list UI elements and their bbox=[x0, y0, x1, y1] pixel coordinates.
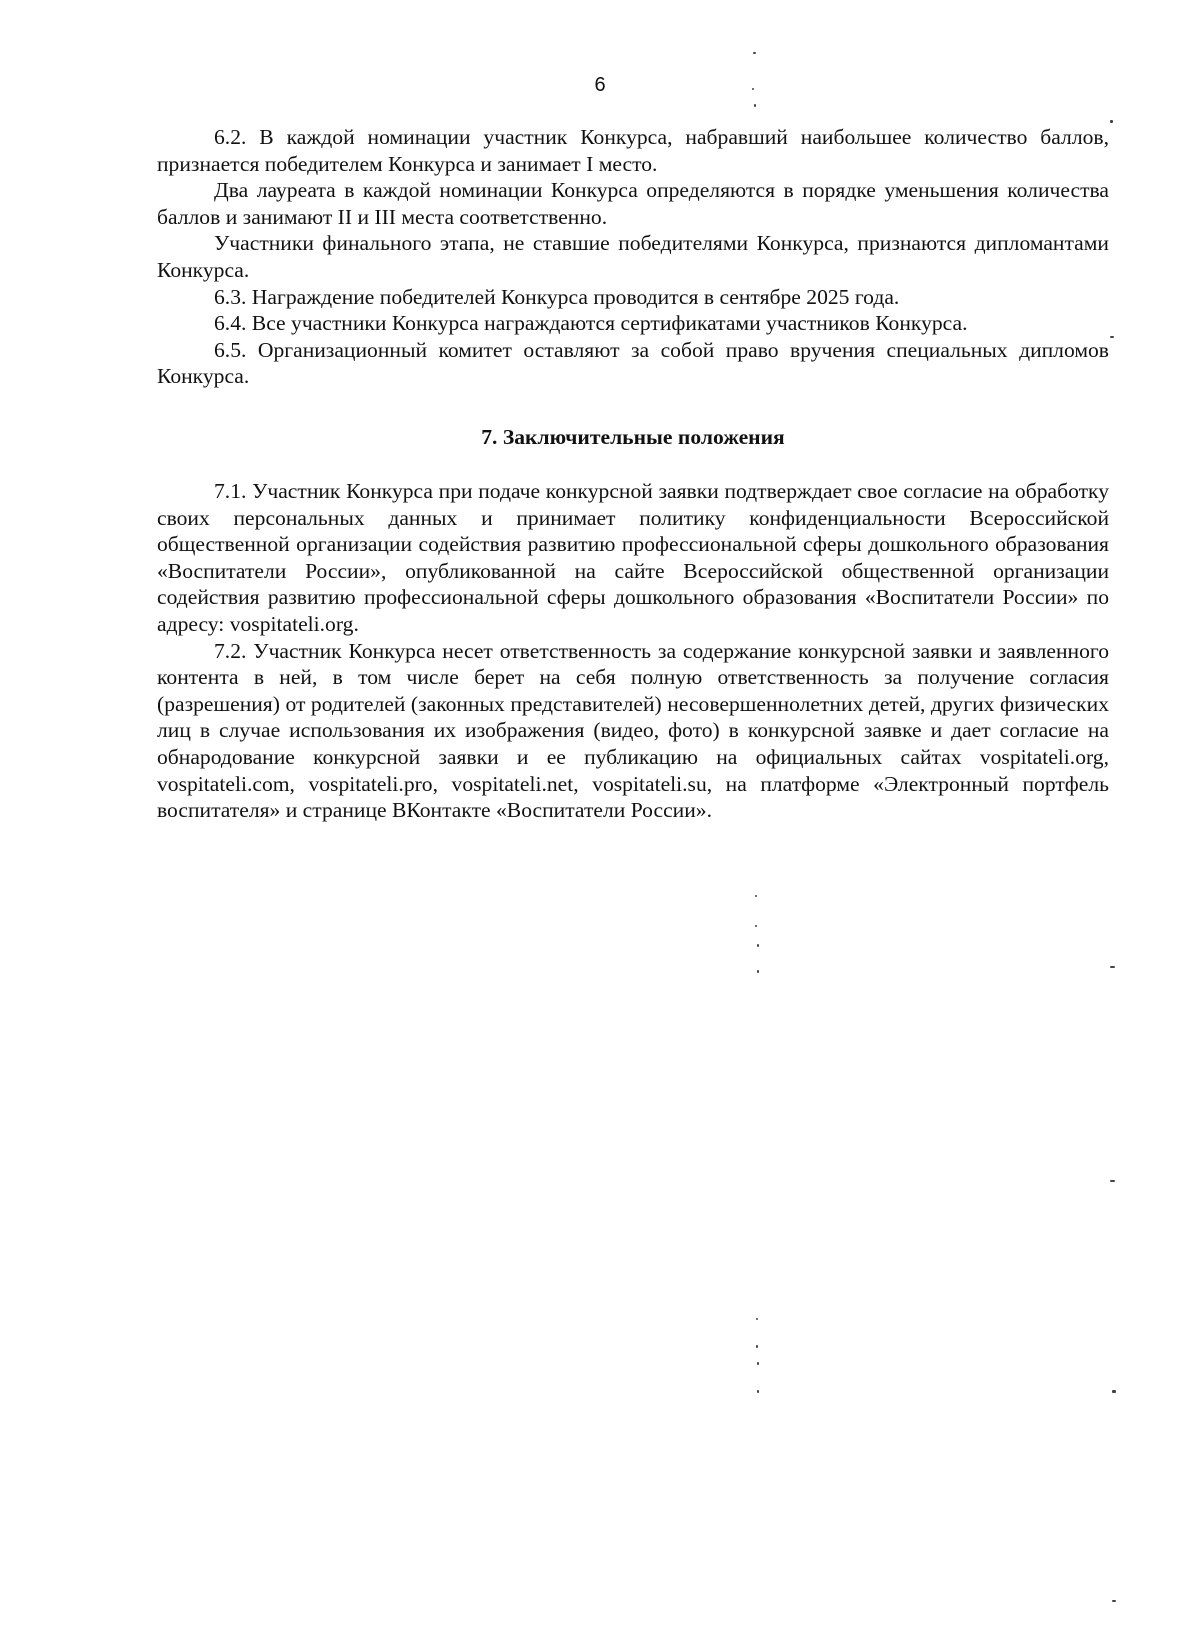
section-6-text bbox=[157, 124, 1109, 390]
scan-speck bbox=[754, 104, 756, 107]
scan-speck bbox=[1112, 1600, 1116, 1602]
paragraph-6-3: 6.3. Награждение победителей Конкурса проводится в сентябре 2025 года. bbox=[214, 284, 900, 309]
scan-speck bbox=[757, 970, 759, 973]
scan-speck bbox=[752, 88, 754, 90]
scan-speck bbox=[755, 895, 757, 897]
section-7-heading: 7. Заключительные положения bbox=[481, 425, 785, 449]
paragraph-7-1: 7.1. Участник Конкурса при подаче конкурсной заявки подтверждает свое согласие на обработку своих персональных данных и принимает политику конфиденциальности Всероссийской общественной организации содействия развитию профессиональной сферы дошкольного образования «Воспитатели России», опубликованной на сайте Всероссийской общественной организации содействия развитию профессиональной сферы дошкольного образования «Воспитатели России» по адресу: vospitateli.org. bbox=[157, 479, 1109, 636]
paragraph-laureates: Два лауреата в каждой номинации Конкурса определяются в порядке уменьшения количества баллов и занимают II и III места соответственно. bbox=[157, 178, 1109, 229]
scan-speck bbox=[1110, 1180, 1115, 1182]
paragraph-6-4: 6.4. Все участники Конкурса награждаются сертификатами участников Конкурса. bbox=[214, 311, 968, 336]
scan-speck bbox=[757, 1390, 759, 1393]
paragraph-6-2: 6.2. В каждой номинации участник Конкурса, набравший наибольшее количество баллов, признается победителем Конкурса и занимает I место. bbox=[157, 125, 1109, 176]
paragraph-7-2: 7.2. Участник Конкурса несет ответственность за содержание конкурсной заявки и заявленного контента в ней, в том числе берет на себя полную ответственность за получение согласия (разрешения) от родителей (законных представителей) несовершеннолетних детей, других физических лиц в случае использования их изображения (видео, фото) в конкурсной заявке и дает согласие на обнародование конкурсной заявки и ее публикацию на официальных сайтах vospitateli.org, vospitateli.com, vospitateli.pro, vospitateli.net, vospitateli.su, на платформе «Электронный портфель воспитателя» и странице ВКонтакте «Воспитатели России». bbox=[157, 638, 1109, 823]
scan-speck bbox=[756, 1345, 758, 1348]
paragraph-diploma-holders: Участники финального этапа, не ставшие победителями Конкурса, признаются дипломантами Конкурса. bbox=[157, 231, 1109, 282]
scan-speck bbox=[1110, 120, 1113, 123]
scan-speck bbox=[1110, 336, 1114, 338]
section-7-text bbox=[157, 478, 1109, 824]
page-number: 6 bbox=[594, 74, 606, 96]
scan-speck bbox=[1112, 1390, 1116, 1393]
scan-speck bbox=[755, 925, 757, 927]
scan-speck bbox=[757, 944, 759, 947]
paragraph-6-5: 6.5. Организационный комитет оставляют за собой право вручения специальных дипломов Конкурса. bbox=[157, 337, 1109, 389]
scan-speck bbox=[756, 1318, 758, 1320]
scan-speck bbox=[757, 1362, 759, 1365]
scan-speck bbox=[753, 52, 756, 54]
scan-speck bbox=[1110, 966, 1115, 968]
